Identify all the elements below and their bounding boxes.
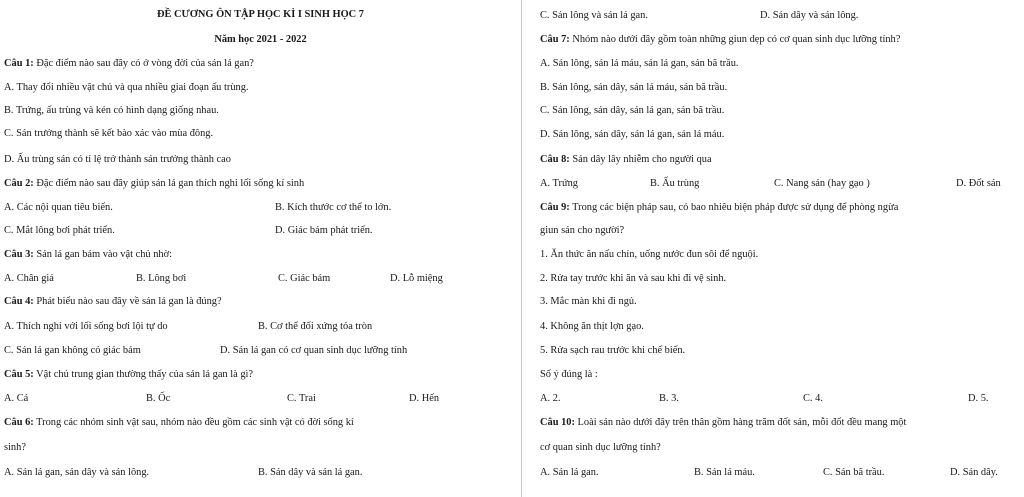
q10-option-b: B. Sán lá máu. [694, 467, 755, 478]
q9-item-5: 5. Rửa sạch rau trước khi chế biến. [540, 345, 686, 356]
q8-option-d: D. Đốt sán [956, 178, 1001, 189]
question-9: Câu 9: Trong các biện pháp sau, có bao nhiêu biện pháp được sử dụng để phòng ngừa [540, 202, 899, 213]
q10-option-c: C. Sán bã trầu. [823, 467, 885, 478]
q1-option-b: B. Trứng, ấu trùng và kén có hình dạng giống nhau. [4, 105, 219, 116]
question-6: Câu 6: Trong các nhóm sinh vật sau, nhóm nào đều gồm các sinh vật có đời sống kí [4, 417, 354, 428]
q9-item-2: 2. Rửa tay trước khi ăn và sau khi đi vệ sinh. [540, 273, 727, 284]
question-8: Câu 8: Sán dây lây nhiễm cho người qua [540, 154, 712, 165]
question-9-continued: giun sán cho người? [540, 225, 625, 236]
school-year: Năm học 2021 - 2022 [214, 34, 307, 45]
q2-option-b: B. Kích thước cơ thể to lớn. [275, 202, 392, 213]
q5-option-c: C. Trai [287, 393, 316, 404]
question-1: Câu 1: Đặc điểm nào sau đây có ở vòng đời của sán lá gan? [4, 58, 254, 69]
q4-option-b: B. Cơ thể đối xứng tỏa tròn [258, 321, 373, 332]
q6-option-a: A. Sán lá gan, sán dây và sán lông. [4, 467, 150, 478]
q7-option-b: B. Sán lông, sán dây, sán lá máu, sán bã trầu. [540, 82, 728, 93]
q9-item-3: 3. Mắc màn khi đi ngủ. [540, 296, 637, 307]
q9-prompt: Số ý đúng là : [540, 369, 598, 380]
q4-option-c: C. Sán lá gan không có giác bám [4, 345, 141, 356]
q9-option-c: C. 4. [803, 393, 823, 404]
q5-option-d: D. Hến [409, 393, 440, 404]
q5-option-b: B. Ốc [146, 393, 171, 404]
q9-option-d: D. 5. [968, 393, 989, 404]
q5-option-a: A. Cá [4, 393, 29, 404]
document-title: ĐỀ CƯƠNG ÔN TẬP HỌC KÌ I SINH HỌC 7 [157, 9, 364, 20]
q6-option-b: B. Sán dây và sán lá gan. [258, 467, 363, 478]
question-5: Câu 5: Vật chủ trung gian thường thấy của sán lá gan là gì? [4, 369, 254, 380]
question-3: Câu 3: Sán lá gan bám vào vật chủ nhờ: [4, 249, 172, 260]
q3-option-b: B. Lông bơi [136, 273, 187, 284]
q9-item-1: 1. Ăn thức ăn nấu chín, uống nước đun sôi để nguội. [540, 249, 759, 260]
q3-option-a: A. Chân giả [4, 273, 54, 284]
q8-option-c: C. Nang sán (hay gạo ) [774, 178, 870, 189]
q3-option-c: C. Giác bám [278, 273, 331, 284]
right-column [522, 0, 1024, 497]
q6-option-d: D. Sán dây và sán lông. [760, 10, 859, 21]
q1-option-c: C. Sán trưởng thành sẽ kết bào xác vào mùa đông. [4, 128, 214, 139]
question-4: Câu 4: Phát biểu nào sau đây về sán lá gan là đúng? [4, 296, 222, 307]
q9-item-4: 4. Không ăn thịt lợn gạo. [540, 321, 644, 332]
q7-option-c: C. Sán lông, sán dây, sán lá gan, sán bã trầu. [540, 105, 725, 116]
q7-option-a: A. Sán lông, sán lá máu, sán lá gan, sán bã trầu. [540, 58, 739, 69]
q2-option-d: D. Giác bám phát triển. [275, 225, 373, 236]
question-2: Câu 2: Đặc điểm nào sau đây giúp sán lá gan thích nghi lối sống kí sinh [4, 178, 305, 189]
question-10-continued: cơ quan sinh dục lưỡng tính? [540, 442, 661, 453]
q2-option-c: C. Mắt lông bơi phát triển. [4, 225, 115, 236]
q2-option-a: A. Các nội quan tiêu biến. [4, 202, 113, 213]
q4-option-d: D. Sán lá gan có cơ quan sinh dục lưỡng tính [220, 345, 408, 356]
q1-option-a: A. Thay đổi nhiều vật chủ và qua nhiều giai đoạn ấu trùng. [4, 82, 249, 93]
q9-option-a: A. 2. [540, 393, 561, 404]
q10-option-a: A. Sán lá gan. [540, 467, 599, 478]
q10-option-d: D. Sán dây. [950, 467, 998, 478]
q4-option-a: A. Thích nghi với lối sống bơi lội tự do [4, 321, 168, 332]
q3-option-d: D. Lỗ miệng [390, 273, 443, 284]
q8-option-b: B. Ấu trùng [650, 178, 700, 189]
q8-option-a: A. Trứng [540, 178, 578, 189]
q9-option-b: B. 3. [659, 393, 679, 404]
question-7: Câu 7: Nhóm nào dưới đây gồm toàn những giun dẹp có cơ quan sinh dục lưỡng tính? [540, 34, 901, 45]
q7-option-d: D. Sán lông, sán dây, sán lá gan, sán lá máu. [540, 129, 725, 140]
q6-option-c: C. Sán lông và sán lá gan. [540, 10, 648, 21]
question-6-continued: sinh? [4, 442, 26, 453]
question-10: Câu 10: Loài sán nào dưới đây trên thân gồm hàng trăm đốt sán, mỗi đốt đều mang một [540, 417, 907, 428]
q1-option-d: D. Ấu trùng sán có tỉ lệ trở thành sán trưởng thành cao [4, 154, 231, 165]
